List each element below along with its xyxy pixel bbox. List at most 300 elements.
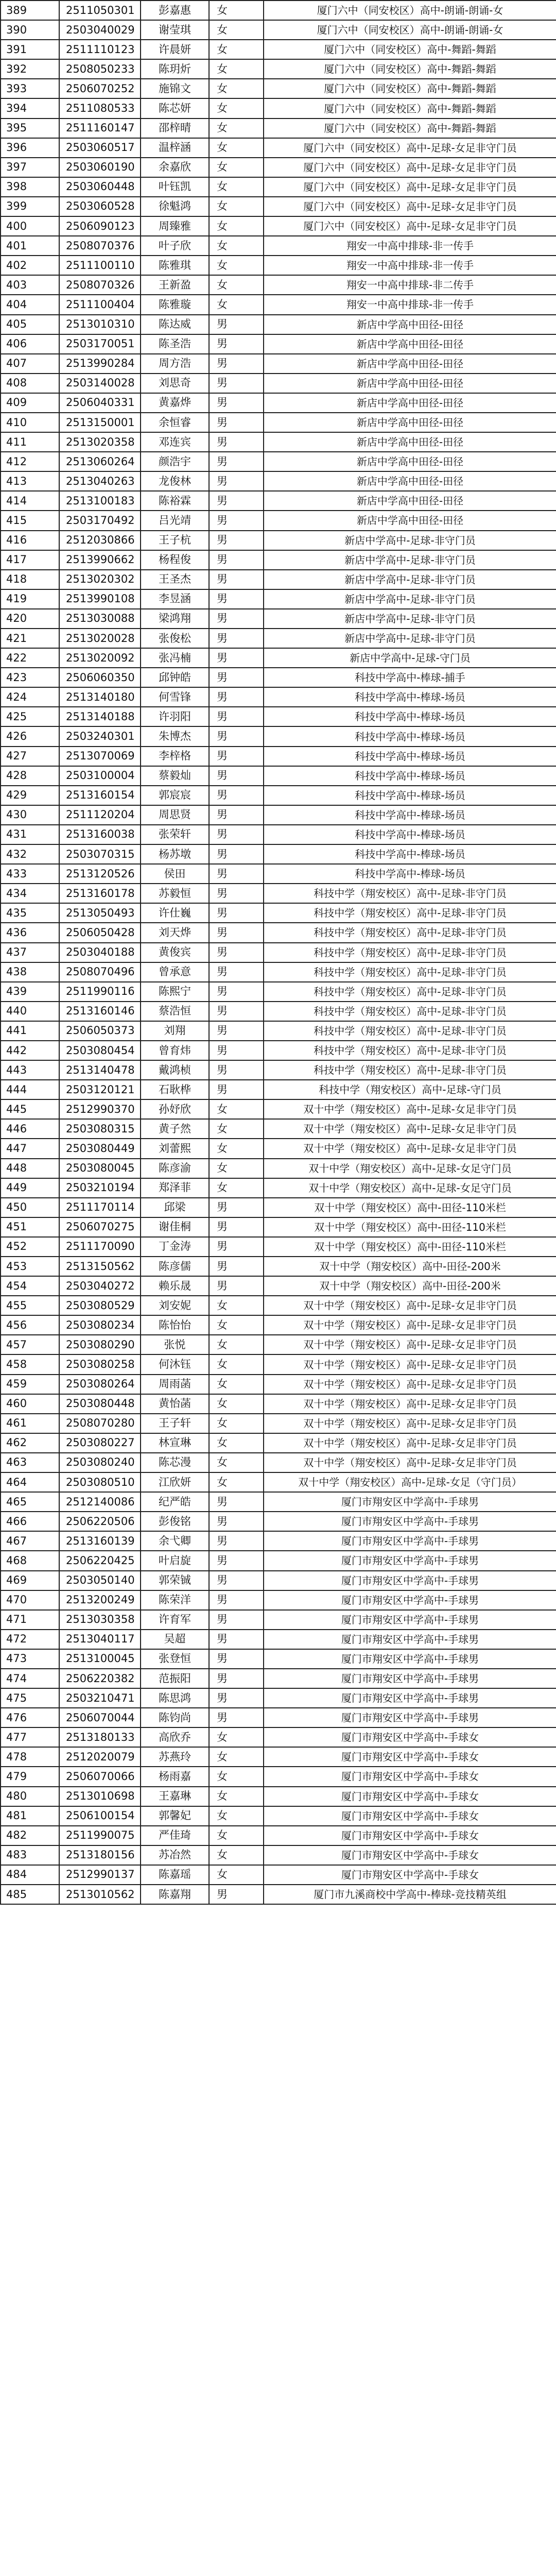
table-row xyxy=(1,747,556,766)
exam-id-cell: 2513160154 xyxy=(59,786,141,805)
gender-cell: 女 xyxy=(209,236,264,256)
row-number-cell: 443 xyxy=(1,1060,59,1080)
row-number-cell: 398 xyxy=(1,177,59,197)
table-row xyxy=(1,1080,556,1099)
gender-cell: 男 xyxy=(209,884,264,903)
gender-cell: 男 xyxy=(209,726,264,746)
exam-id-cell: 2506090123 xyxy=(59,216,141,236)
gender-cell: 男 xyxy=(209,393,264,413)
exam-id-cell: 2511050301 xyxy=(59,1,141,20)
school-program-cell: 双十中学（翔安校区）高中-足球-女足非守门员 xyxy=(264,1296,556,1315)
exam-id-cell: 2503070315 xyxy=(59,844,141,864)
student-name-cell: 许仕巍 xyxy=(141,903,209,923)
row-number-cell: 426 xyxy=(1,726,59,746)
row-number-cell: 470 xyxy=(1,1590,59,1610)
gender-cell: 男 xyxy=(209,531,264,550)
school-program-cell: 厦门市翔安区中学高中-手球男 xyxy=(264,1630,556,1649)
school-program-cell: 科技中学（翔安校区）高中-足球-非守门员 xyxy=(264,1021,556,1041)
row-number-cell: 459 xyxy=(1,1375,59,1394)
school-program-cell: 新店中学高中-足球-守门员 xyxy=(264,648,556,668)
gender-cell: 男 xyxy=(209,511,264,530)
student-name-cell: 陈彦儒 xyxy=(141,1257,209,1276)
student-name-cell: 戴鸿桢 xyxy=(141,1060,209,1080)
table-row xyxy=(1,766,556,786)
exam-id-cell: 2511080533 xyxy=(59,98,141,118)
row-number-cell: 454 xyxy=(1,1276,59,1296)
table-row xyxy=(1,256,556,275)
school-program-cell: 双十中学（翔安校区）高中-足球-女足非守门员 xyxy=(264,1453,556,1472)
row-number-cell: 414 xyxy=(1,491,59,511)
school-program-cell: 双十中学（翔安校区）高中-足球-女足非守门员 xyxy=(264,1099,556,1119)
exam-id-cell: 2511990116 xyxy=(59,982,141,1002)
school-program-cell: 厦门市翔安区中学高中-手球女 xyxy=(264,1787,556,1806)
table-row xyxy=(1,531,556,550)
gender-cell: 男 xyxy=(209,1708,264,1727)
row-number-cell: 424 xyxy=(1,687,59,707)
exam-id-cell: 2506220425 xyxy=(59,1551,141,1570)
gender-cell: 男 xyxy=(209,354,264,374)
row-number-cell: 466 xyxy=(1,1512,59,1531)
gender-cell: 男 xyxy=(209,747,264,766)
school-program-cell: 科技中学高中-棒球-捕手 xyxy=(264,668,556,687)
school-program-cell: 科技中学（翔安校区）高中-足球-守门员 xyxy=(264,1080,556,1099)
exam-id-cell: 2512990137 xyxy=(59,1865,141,1885)
gender-cell: 女 xyxy=(209,275,264,295)
row-number-cell: 430 xyxy=(1,805,59,825)
gender-cell: 女 xyxy=(209,1727,264,1747)
row-number-cell: 451 xyxy=(1,1217,59,1237)
row-number-cell: 399 xyxy=(1,197,59,216)
row-number-cell: 434 xyxy=(1,884,59,903)
row-number-cell: 481 xyxy=(1,1806,59,1826)
school-program-cell: 翔安一中高中排球-非二传手 xyxy=(264,275,556,295)
row-number-cell: 433 xyxy=(1,864,59,884)
table-row xyxy=(1,864,556,884)
student-name-cell: 苏冶然 xyxy=(141,1845,209,1865)
row-number-cell: 412 xyxy=(1,452,59,471)
school-program-cell: 新店中学高中田径-田径 xyxy=(264,471,556,491)
gender-cell: 女 xyxy=(209,40,264,59)
student-name-cell: 余弋卿 xyxy=(141,1531,209,1551)
row-number-cell: 452 xyxy=(1,1237,59,1257)
school-program-cell: 双十中学（翔安校区）高中-足球-女足非守门员 xyxy=(264,1335,556,1354)
gender-cell: 女 xyxy=(209,59,264,79)
gender-cell: 女 xyxy=(209,1119,264,1139)
row-number-cell: 409 xyxy=(1,393,59,413)
school-program-cell: 双十中学（翔安校区）高中-足球-女足守门员 xyxy=(264,1178,556,1198)
table-row xyxy=(1,1571,556,1590)
gender-cell: 男 xyxy=(209,452,264,471)
exam-id-cell: 2503050140 xyxy=(59,1571,141,1590)
row-number-cell: 438 xyxy=(1,962,59,982)
row-number-cell: 484 xyxy=(1,1865,59,1885)
school-program-cell: 厦门市翔安区中学高中-手球男 xyxy=(264,1669,556,1688)
exam-id-cell: 2503170051 xyxy=(59,334,141,354)
row-number-cell: 440 xyxy=(1,1002,59,1021)
row-number-cell: 402 xyxy=(1,256,59,275)
table-row xyxy=(1,158,556,177)
row-number-cell: 421 xyxy=(1,629,59,648)
row-number-cell: 465 xyxy=(1,1492,59,1512)
gender-cell: 男 xyxy=(209,766,264,786)
school-program-cell: 新店中学高中田径-田径 xyxy=(264,491,556,511)
row-number-cell: 472 xyxy=(1,1630,59,1649)
exam-id-cell: 2513160139 xyxy=(59,1531,141,1551)
exam-id-cell: 2503080290 xyxy=(59,1335,141,1354)
table-row xyxy=(1,923,556,942)
table-row xyxy=(1,609,556,629)
row-number-cell: 449 xyxy=(1,1178,59,1198)
school-program-cell: 科技中学（翔安校区）高中-足球-非守门员 xyxy=(264,943,556,962)
student-name-cell: 周臻雅 xyxy=(141,216,209,236)
school-program-cell: 新店中学高中-足球-非守门员 xyxy=(264,531,556,550)
row-number-cell: 437 xyxy=(1,943,59,962)
school-program-cell: 厦门六中（同安校区）高中-舞蹈-舞蹈 xyxy=(264,79,556,98)
school-program-cell: 厦门六中（同安校区）高中-舞蹈-舞蹈 xyxy=(264,118,556,138)
gender-cell: 男 xyxy=(209,1002,264,1021)
row-number-cell: 453 xyxy=(1,1257,59,1276)
student-name-cell: 张俊松 xyxy=(141,629,209,648)
table-row xyxy=(1,511,556,530)
row-number-cell: 419 xyxy=(1,589,59,609)
student-name-cell: 周思贤 xyxy=(141,805,209,825)
gender-cell: 男 xyxy=(209,923,264,942)
student-name-cell: 郑泽菲 xyxy=(141,1178,209,1198)
student-name-cell: 孙妤欣 xyxy=(141,1099,209,1119)
row-number-cell: 456 xyxy=(1,1315,59,1335)
gender-cell: 男 xyxy=(209,1080,264,1099)
row-number-cell: 469 xyxy=(1,1571,59,1590)
table-row xyxy=(1,138,556,158)
exam-id-cell: 2503210471 xyxy=(59,1688,141,1708)
exam-id-cell: 2506100154 xyxy=(59,1806,141,1826)
school-program-cell: 翔安一中高中排球-非一传手 xyxy=(264,236,556,256)
student-name-cell: 丁金涛 xyxy=(141,1237,209,1257)
gender-cell: 女 xyxy=(209,79,264,98)
row-number-cell: 485 xyxy=(1,1885,59,1904)
exam-id-cell: 2506070252 xyxy=(59,79,141,98)
gender-cell: 男 xyxy=(209,1630,264,1649)
exam-id-cell: 2513030088 xyxy=(59,609,141,629)
exam-id-cell: 2513020302 xyxy=(59,570,141,589)
school-program-cell: 新店中学高中田径-田径 xyxy=(264,393,556,413)
student-name-cell: 严佳琦 xyxy=(141,1826,209,1845)
student-name-cell: 刘安妮 xyxy=(141,1296,209,1315)
exam-id-cell: 2511100404 xyxy=(59,295,141,314)
student-name-cell: 陈熙宁 xyxy=(141,982,209,1002)
table-row xyxy=(1,1375,556,1394)
table-row xyxy=(1,59,556,79)
student-name-cell: 叶钰凯 xyxy=(141,177,209,197)
exam-id-cell: 2512030866 xyxy=(59,531,141,550)
school-program-cell: 双十中学（翔安校区）高中-足球-女足非守门员 xyxy=(264,1139,556,1158)
row-number-cell: 423 xyxy=(1,668,59,687)
gender-cell: 男 xyxy=(209,1060,264,1080)
school-program-cell: 双十中学（翔安校区）高中-田径-110米栏 xyxy=(264,1237,556,1257)
gender-cell: 男 xyxy=(209,1551,264,1570)
row-number-cell: 413 xyxy=(1,471,59,491)
row-number-cell: 468 xyxy=(1,1551,59,1570)
school-program-cell: 厦门市翔安区中学高中-手球男 xyxy=(264,1531,556,1551)
table-row xyxy=(1,40,556,59)
table-row xyxy=(1,1669,556,1688)
gender-cell: 男 xyxy=(209,589,264,609)
gender-cell: 女 xyxy=(209,98,264,118)
row-number-cell: 474 xyxy=(1,1669,59,1688)
table-row xyxy=(1,295,556,314)
gender-cell: 女 xyxy=(209,1099,264,1119)
exam-id-cell: 2503080448 xyxy=(59,1394,141,1414)
student-name-cell: 王圣杰 xyxy=(141,570,209,589)
student-name-cell: 王子轩 xyxy=(141,1414,209,1433)
student-name-cell: 张悦 xyxy=(141,1335,209,1354)
student-name-cell: 陈达威 xyxy=(141,315,209,334)
exam-id-cell: 2503060517 xyxy=(59,138,141,158)
table-row xyxy=(1,1630,556,1649)
school-program-cell: 厦门市翔安区中学高中-手球女 xyxy=(264,1806,556,1826)
student-name-cell: 郭荣铖 xyxy=(141,1571,209,1590)
table-row xyxy=(1,1551,556,1570)
student-name-cell: 陈雅璇 xyxy=(141,295,209,314)
row-number-cell: 476 xyxy=(1,1708,59,1727)
table-row xyxy=(1,1865,556,1885)
student-name-cell: 赖乐晟 xyxy=(141,1276,209,1296)
gender-cell: 女 xyxy=(209,256,264,275)
table-row xyxy=(1,1315,556,1335)
student-name-cell: 张冯楠 xyxy=(141,648,209,668)
exam-id-cell: 2508070376 xyxy=(59,236,141,256)
student-name-cell: 王嘉琳 xyxy=(141,1787,209,1806)
school-program-cell: 新店中学高中田径-田径 xyxy=(264,511,556,530)
gender-cell: 女 xyxy=(209,20,264,40)
row-number-cell: 463 xyxy=(1,1453,59,1472)
table-row xyxy=(1,707,556,726)
exam-id-cell: 2513990284 xyxy=(59,354,141,374)
gender-cell: 男 xyxy=(209,550,264,570)
student-name-cell: 黄俊宾 xyxy=(141,943,209,962)
table-row xyxy=(1,216,556,236)
table-row xyxy=(1,726,556,746)
exam-id-cell: 2513160146 xyxy=(59,1002,141,1021)
exam-id-cell: 2503210194 xyxy=(59,1178,141,1198)
school-program-cell: 厦门市翔安区中学高中-手球女 xyxy=(264,1826,556,1845)
school-program-cell: 双十中学（翔安校区）高中-足球-女足守门员 xyxy=(264,1159,556,1178)
exam-id-cell: 2503040272 xyxy=(59,1276,141,1296)
school-program-cell: 厦门六中（同安校区）高中-足球-女足非守门员 xyxy=(264,138,556,158)
student-name-cell: 陈圣浩 xyxy=(141,334,209,354)
school-program-cell: 新店中学高中田径-田径 xyxy=(264,354,556,374)
student-name-cell: 许羽阳 xyxy=(141,707,209,726)
student-name-cell: 郭馨妃 xyxy=(141,1806,209,1826)
school-program-cell: 厦门市翔安区中学高中-手球女 xyxy=(264,1767,556,1786)
school-program-cell: 新店中学高中-足球-非守门员 xyxy=(264,570,556,589)
row-number-cell: 458 xyxy=(1,1354,59,1374)
student-name-cell: 叶子欣 xyxy=(141,236,209,256)
school-program-cell: 厦门六中（同安校区）高中-足球-女足非守门员 xyxy=(264,216,556,236)
table-row xyxy=(1,491,556,511)
student-name-cell: 张登恒 xyxy=(141,1649,209,1669)
exam-id-cell: 2503060190 xyxy=(59,158,141,177)
exam-id-cell: 2513180156 xyxy=(59,1845,141,1865)
school-program-cell: 双十中学（翔安校区）高中-足球-女足非守门员 xyxy=(264,1414,556,1433)
student-name-cell: 谢莹琪 xyxy=(141,20,209,40)
row-number-cell: 450 xyxy=(1,1198,59,1217)
school-program-cell: 科技中学（翔安校区）高中-足球-非守门员 xyxy=(264,884,556,903)
table-row xyxy=(1,236,556,256)
student-name-cell: 龙俊林 xyxy=(141,471,209,491)
exam-id-cell: 2503080454 xyxy=(59,1041,141,1060)
row-number-cell: 393 xyxy=(1,79,59,98)
school-program-cell: 科技中学（翔安校区）高中-足球-非守门员 xyxy=(264,1041,556,1060)
exam-id-cell: 2503060448 xyxy=(59,177,141,197)
exam-id-cell: 2506220382 xyxy=(59,1669,141,1688)
student-name-cell: 王新盈 xyxy=(141,275,209,295)
row-number-cell: 406 xyxy=(1,334,59,354)
table-row xyxy=(1,334,556,354)
gender-cell: 男 xyxy=(209,1885,264,1904)
gender-cell: 男 xyxy=(209,864,264,884)
table-row xyxy=(1,1041,556,1060)
student-name-cell: 徐魁鸿 xyxy=(141,197,209,216)
school-program-cell: 双十中学（翔安校区）高中-田径-200米 xyxy=(264,1257,556,1276)
row-number-cell: 446 xyxy=(1,1119,59,1139)
table-row xyxy=(1,432,556,452)
table-body xyxy=(1,1,556,1904)
exam-id-cell: 2512140086 xyxy=(59,1492,141,1512)
table-row xyxy=(1,1708,556,1727)
gender-cell: 女 xyxy=(209,1472,264,1492)
exam-id-cell: 2503080234 xyxy=(59,1315,141,1335)
row-number-cell: 447 xyxy=(1,1139,59,1158)
table-row xyxy=(1,452,556,471)
table-row xyxy=(1,275,556,295)
table-row xyxy=(1,1394,556,1414)
student-name-cell: 高欣乔 xyxy=(141,1727,209,1747)
school-program-cell: 科技中学高中-棒球-场员 xyxy=(264,844,556,864)
school-program-cell: 科技中学（翔安校区）高中-足球-非守门员 xyxy=(264,982,556,1002)
student-name-cell: 王子杭 xyxy=(141,531,209,550)
table-row xyxy=(1,1257,556,1276)
table-row xyxy=(1,1767,556,1786)
exam-id-cell: 2508050233 xyxy=(59,59,141,79)
school-program-cell: 新店中学高中-足球-非守门员 xyxy=(264,629,556,648)
row-number-cell: 417 xyxy=(1,550,59,570)
exam-id-cell: 2503060528 xyxy=(59,197,141,216)
school-program-cell: 科技中学（翔安校区）高中-足球-非守门员 xyxy=(264,1002,556,1021)
exam-id-cell: 2503120121 xyxy=(59,1080,141,1099)
school-program-cell: 双十中学（翔安校区）高中-足球-女足非守门员 xyxy=(264,1375,556,1394)
student-name-cell: 邱钟皓 xyxy=(141,668,209,687)
gender-cell: 男 xyxy=(209,1257,264,1276)
school-program-cell: 科技中学高中-棒球-场员 xyxy=(264,687,556,707)
student-name-cell: 黄子然 xyxy=(141,1119,209,1139)
row-number-cell: 448 xyxy=(1,1159,59,1178)
row-number-cell: 475 xyxy=(1,1688,59,1708)
school-program-cell: 双十中学（翔安校区）高中-足球-女足（守门员） xyxy=(264,1472,556,1492)
table-row xyxy=(1,1727,556,1747)
table-row xyxy=(1,1,556,20)
gender-cell: 女 xyxy=(209,1296,264,1315)
row-number-cell: 410 xyxy=(1,413,59,432)
student-name-cell: 陈嘉翔 xyxy=(141,1885,209,1904)
school-program-cell: 厦门市翔安区中学高中-手球女 xyxy=(264,1865,556,1885)
school-program-cell: 厦门六中（同安校区）高中-舞蹈-舞蹈 xyxy=(264,98,556,118)
student-name-cell: 蔡毅灿 xyxy=(141,766,209,786)
gender-cell: 男 xyxy=(209,1512,264,1531)
gender-cell: 女 xyxy=(209,177,264,197)
student-name-cell: 刘翔 xyxy=(141,1021,209,1041)
school-program-cell: 厦门市翔安区中学高中-手球男 xyxy=(264,1649,556,1669)
student-name-cell: 邓连宾 xyxy=(141,432,209,452)
school-program-cell: 新店中学高中-足球-非守门员 xyxy=(264,609,556,629)
school-program-cell: 双十中学（翔安校区）高中-田径-110米栏 xyxy=(264,1198,556,1217)
school-program-cell: 厦门六中（同安校区）高中-足球-女足非守门员 xyxy=(264,158,556,177)
table-row xyxy=(1,943,556,962)
table-row xyxy=(1,668,556,687)
table-row xyxy=(1,1276,556,1296)
student-name-cell: 邵梓晴 xyxy=(141,118,209,138)
gender-cell: 女 xyxy=(209,1414,264,1433)
row-number-cell: 478 xyxy=(1,1747,59,1767)
gender-cell: 女 xyxy=(209,1767,264,1786)
gender-cell: 女 xyxy=(209,1178,264,1198)
table-row xyxy=(1,1002,556,1021)
student-name-cell: 许育军 xyxy=(141,1610,209,1630)
exam-id-cell: 2508070496 xyxy=(59,962,141,982)
gender-cell: 男 xyxy=(209,786,264,805)
exam-id-cell: 2503040188 xyxy=(59,943,141,962)
row-number-cell: 407 xyxy=(1,354,59,374)
table-row xyxy=(1,1845,556,1865)
exam-id-cell: 2508070280 xyxy=(59,1414,141,1433)
student-name-cell: 张荣轩 xyxy=(141,825,209,844)
gender-cell: 女 xyxy=(209,1787,264,1806)
exam-id-cell: 2513150562 xyxy=(59,1257,141,1276)
exam-id-cell: 2513050493 xyxy=(59,903,141,923)
gender-cell: 男 xyxy=(209,687,264,707)
student-name-cell: 陈思鸿 xyxy=(141,1688,209,1708)
gender-cell: 男 xyxy=(209,943,264,962)
row-number-cell: 445 xyxy=(1,1099,59,1119)
exam-id-cell: 2511170114 xyxy=(59,1198,141,1217)
gender-cell: 男 xyxy=(209,1590,264,1610)
exam-id-cell: 2511100110 xyxy=(59,256,141,275)
school-program-cell: 新店中学高中田径-田径 xyxy=(264,413,556,432)
school-program-cell: 厦门市翔安区中学高中-手球男 xyxy=(264,1492,556,1512)
gender-cell: 男 xyxy=(209,805,264,825)
row-number-cell: 467 xyxy=(1,1531,59,1551)
gender-cell: 男 xyxy=(209,374,264,393)
row-number-cell: 400 xyxy=(1,216,59,236)
exam-id-cell: 2503080227 xyxy=(59,1433,141,1453)
exam-id-cell: 2513040117 xyxy=(59,1630,141,1649)
row-number-cell: 455 xyxy=(1,1296,59,1315)
student-name-cell: 陈彦渝 xyxy=(141,1159,209,1178)
school-program-cell: 新店中学高中田径-田径 xyxy=(264,452,556,471)
exam-id-cell: 2512990370 xyxy=(59,1099,141,1119)
student-name-cell: 黄怡菡 xyxy=(141,1394,209,1414)
student-name-cell: 陈钧尚 xyxy=(141,1708,209,1727)
exam-id-cell: 2513030358 xyxy=(59,1610,141,1630)
row-number-cell: 396 xyxy=(1,138,59,158)
exam-id-cell: 2503080529 xyxy=(59,1296,141,1315)
table-row xyxy=(1,1610,556,1630)
table-row xyxy=(1,354,556,374)
student-name-cell: 曾承意 xyxy=(141,962,209,982)
table-row xyxy=(1,1885,556,1904)
exam-id-cell: 2503080240 xyxy=(59,1453,141,1472)
gender-cell: 女 xyxy=(209,216,264,236)
